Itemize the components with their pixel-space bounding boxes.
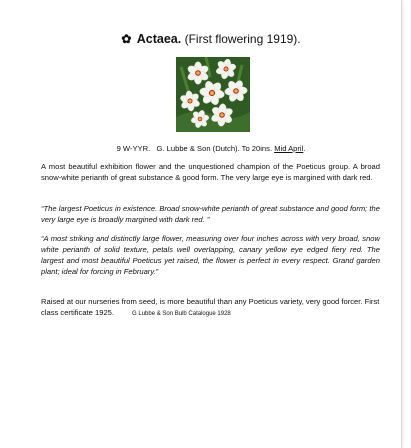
closing-paragraph bbox=[41, 296, 380, 320]
flowering-season: Mid April bbox=[274, 144, 304, 153]
first-flowering-note: (First flowering 1919). bbox=[184, 32, 301, 46]
quote-paragraph-2: “A most striking and distinctly large flower, measuring over four inches across with very broad, snow white perianth of solid texture, petals well overlapping, canary yellow eye edged fiery red. The largest and most beautiful Poeticus yet raised, the flower is perfect in every respect. Grand garden plant; ideal for forcing in February.” bbox=[41, 234, 380, 276]
narcissus-flowers-illustration bbox=[176, 57, 250, 132]
catalogue-source: G Lubbe & Son Bulb Catalogue 1928 bbox=[132, 311, 231, 317]
variety-meta-line bbox=[0, 144, 411, 153]
narcissus-flowers-photo bbox=[176, 57, 250, 132]
variety-name: Actaea. bbox=[136, 32, 182, 46]
season-suffix: . bbox=[303, 144, 306, 153]
division-code: 9 W-YYR. bbox=[116, 144, 151, 153]
description-paragraph: A most beautiful exhibition flower and the unquestioned champion of the Poeticus group. A broad snow-white perianth of great substance & good form. The very large eye is margined with dark red. bbox=[41, 162, 380, 182]
quote-paragraph-1: “The largest Poeticus in existence. Broad snow-white perianth of great substance and good form; the very large eye is broadly margined with dark red. ” bbox=[41, 204, 380, 224]
breeder-height: G. Lubbe & Son (Dutch). To 20ins. bbox=[156, 144, 273, 153]
variety-heading bbox=[0, 32, 411, 46]
closing-text: Raised at our nurseries from seed, is more beautiful than any Poeticus variety, very good forcer. First class certificate 1925. bbox=[41, 297, 380, 317]
daffodil-flower-icon: ✿ bbox=[121, 32, 132, 46]
